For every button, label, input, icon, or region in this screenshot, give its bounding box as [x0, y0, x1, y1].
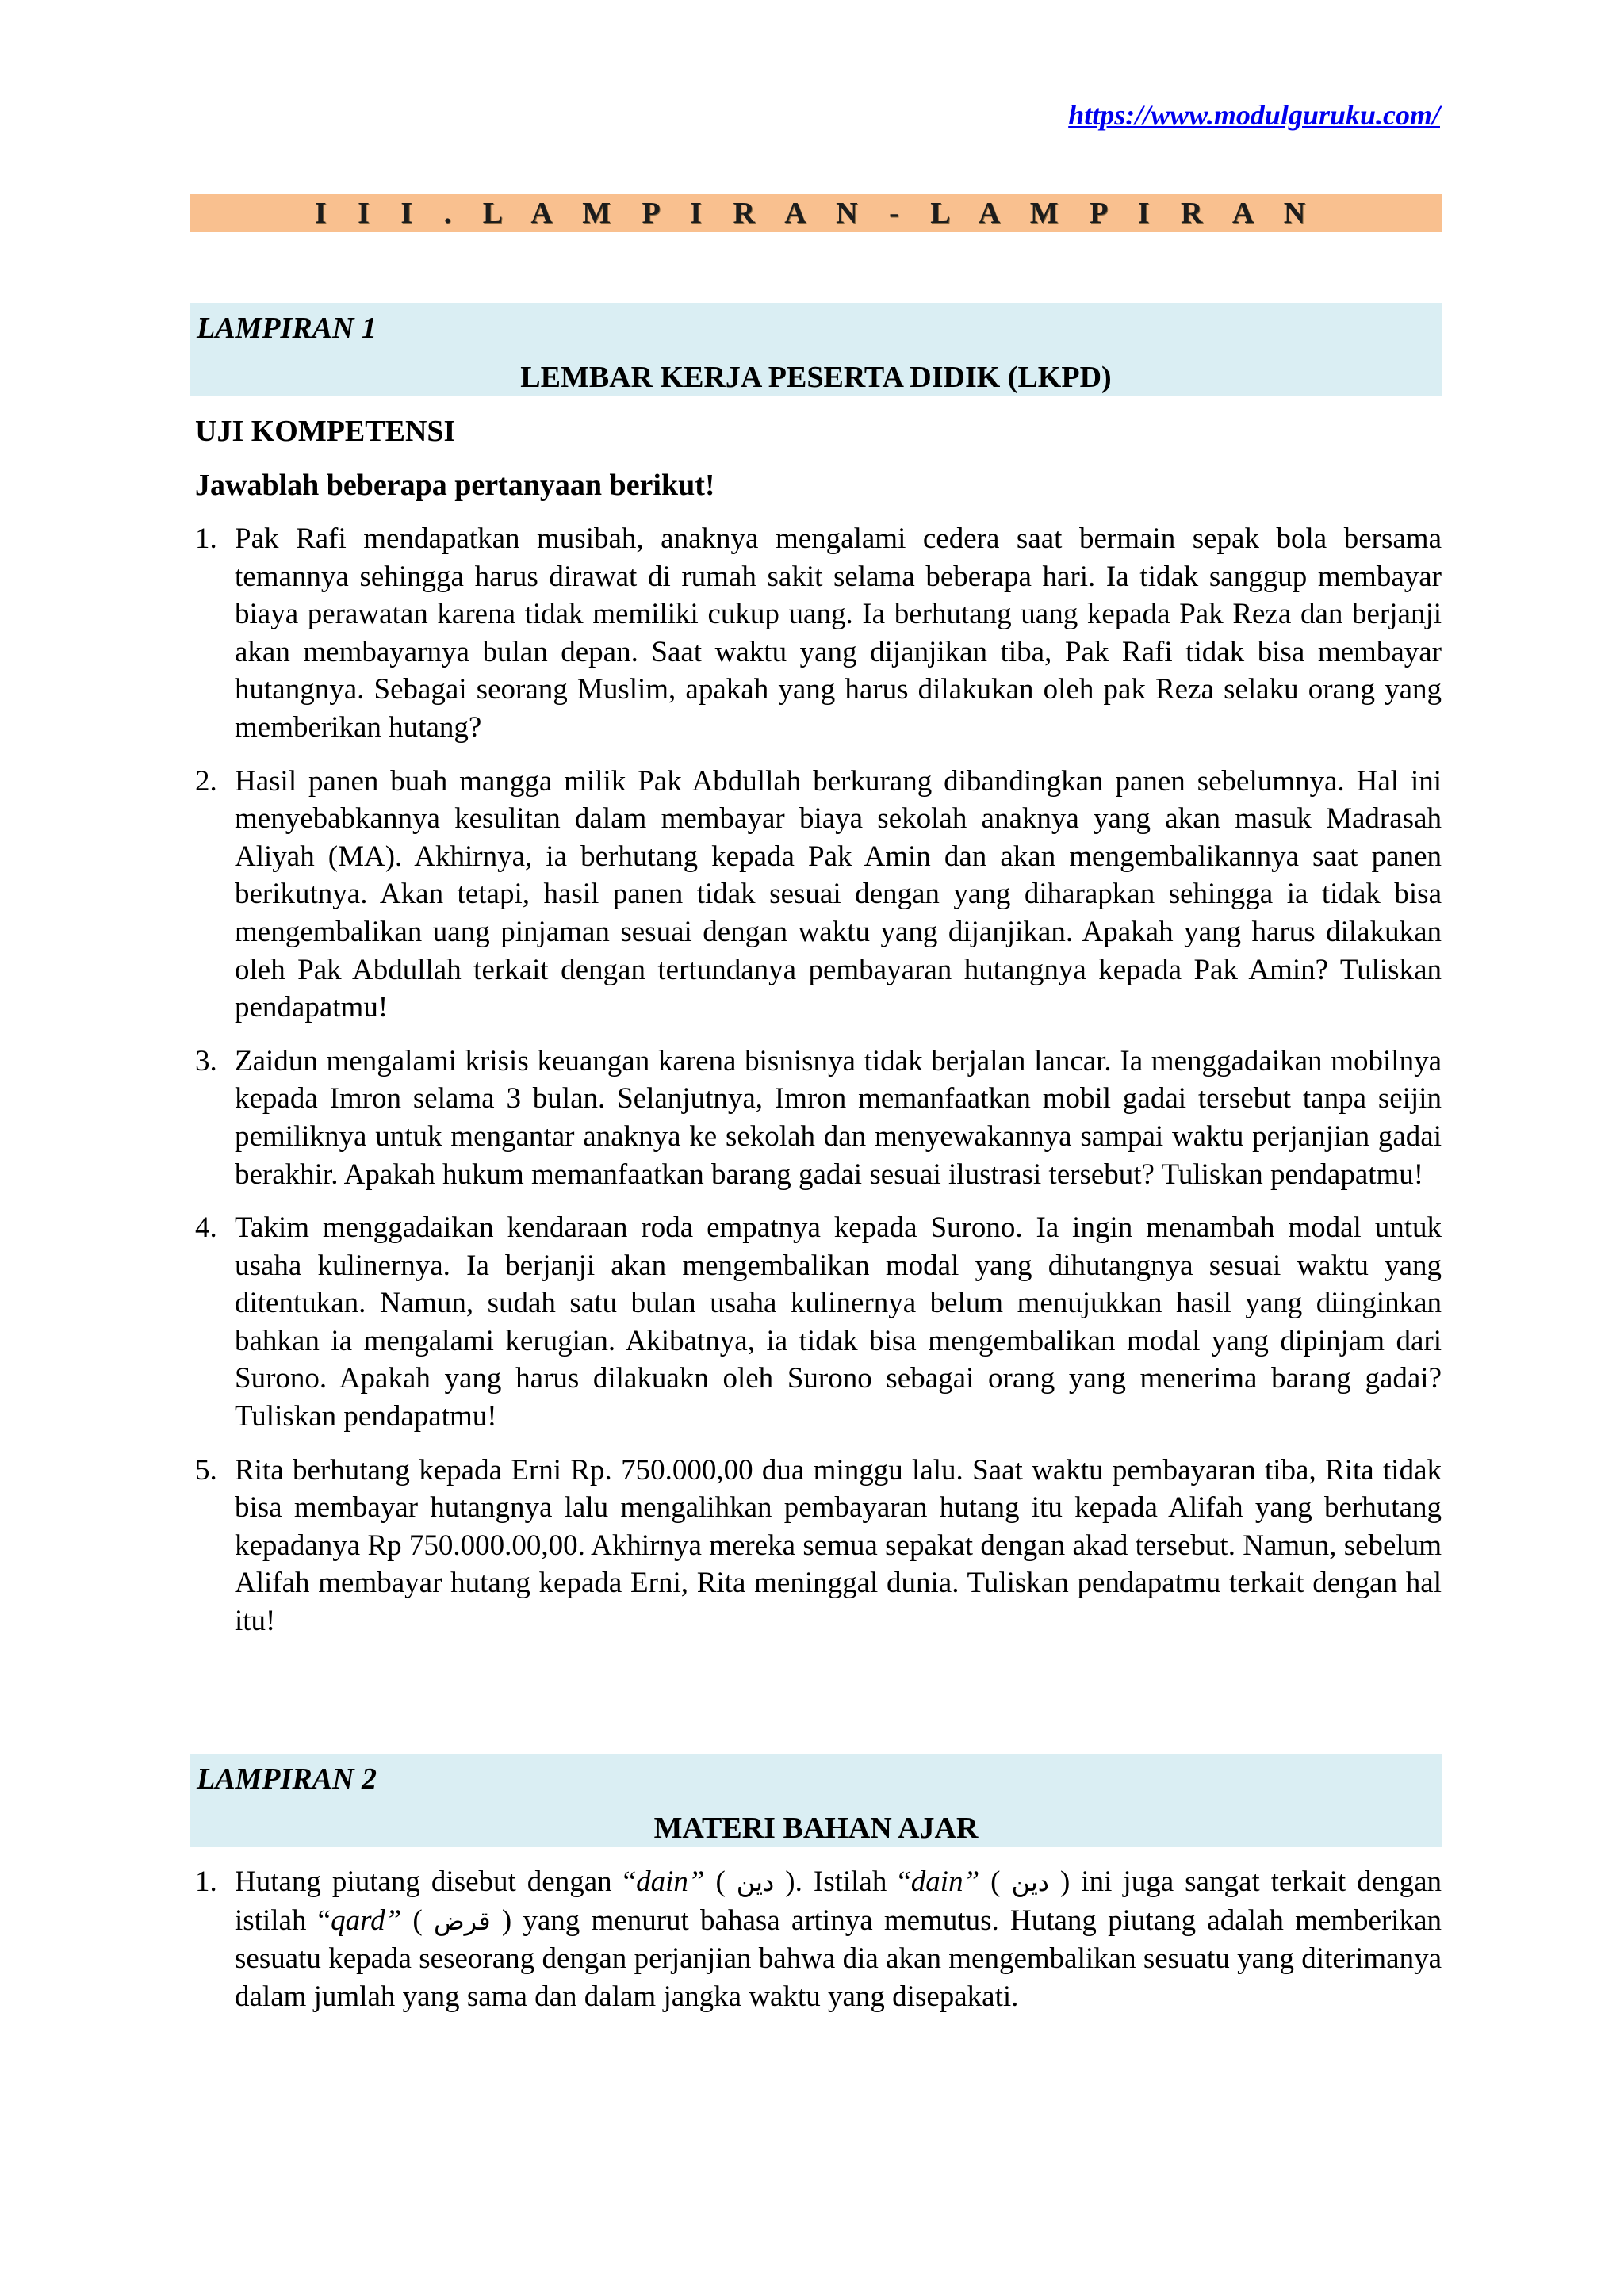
question-number: 4. — [195, 1211, 217, 1245]
section-title-bar: I I I . L A M P I R A N - L A M P I R A N — [190, 194, 1442, 232]
question-item — [195, 1209, 1442, 1436]
source-url-link[interactable]: https://www.modulguruku.com/ — [1068, 99, 1440, 131]
lampiran-1-header — [190, 303, 1442, 396]
question-number: 2. — [195, 764, 217, 798]
question-text: Rita berhutang kepada Erni Rp. 750.000,00 dua minggu lalu. Saat waktu pembayaran tiba, Rita tidak bisa membayar hutangnya lalu mengalihkan pembayaran hutang itu kepada Alifah yang berhutang kepadanya Rp 750.000.00,00. Akhirnya mereka semua sepakat dengan akad tersebut. Namun, sebelum Alifah membayar hutang kepada Erni, Rita meninggal dunia. Tuliskan pendapatmu terkait dengan hal itu! — [235, 1453, 1442, 1638]
instruction-text: Jawablah beberapa pertanyaan berikut! — [195, 469, 715, 502]
materi-text — [235, 1863, 1442, 2015]
lampiran-1-label: LAMPIRAN 1 — [197, 312, 377, 345]
question-text: Zaidun mengalami krisis keuangan karena bisnisnya tidak berjalan lancar. Ia menggadaikan mobilnya kepada Imron selama 3 bulan. Selanjutnya, Imron memanfaatkan mobil gadai tersebut tanpa seijin pemiliknya untuk mengantar anaknya ke sekolah dan menyewakannya sampai waktu perjanjian gadai berakhir. Apakah hukum memanfaatkan barang gadai sesuai ilustrasi tersebut? Tuliskan pendapatmu! — [235, 1044, 1442, 1191]
materi-title: MATERI BAHAN AJAR — [653, 1812, 979, 1845]
lampiran-2-header — [190, 1754, 1442, 1847]
text-segment: ( — [979, 1866, 1012, 1898]
materi-list — [195, 1863, 1442, 2031]
lampiran-2-label: LAMPIRAN 2 — [197, 1762, 377, 1796]
question-item — [195, 520, 1442, 747]
text-segment: ) ini juga sangat terkait dengan istilah “ — [235, 1866, 1442, 1937]
question-text: Takim menggadaikan kendaraan roda empatnya kepada Surono. Ia ingin menambah modal untuk usaha kulinernya. Ia berjanji akan mengembalikan modal yang dihutangnya sesuai waktu yang ditentukan. Namun, sudah satu bulan usaha kulinernya belum menujukkan hasil yang diinginkan bahkan ia mengalami kerugian. Akibatnya, ia tidak bisa mengembalikan modal yang dipinjam dari Surono. Apakah yang harus dilakuakn oleh Surono sebagai orang yang menerima barang gadai? Tuliskan pendapatmu! — [235, 1211, 1442, 1433]
arabic-dain: دين — [736, 1867, 775, 1897]
question-text: Hasil panen buah mangga milik Pak Abdullah berkurang dibandingkan panen sebelumnya. Hal ini menyebabkannya kesulitan dalam membayar biaya sekolah anaknya yang akan masuk Madrasah Aliyah (MA). Akhirnya, ia berhutang kepada Pak Amin dan akan mengembalikannya saat panen berikutnya. Akan tetapi, hasil panen tidak sesuai dengan yang diharapkan sehingga ia tidak bisa mengembalikan uang pinjaman sesuai dengan waktu yang dijanjikan. Apakah yang harus dilakukan oleh Pak Abdullah terkait dengan tertundanya pembayaran hutangnya kepada Pak Amin? Tuliskan pendapatmu! — [235, 764, 1442, 1024]
text-segment: ( — [704, 1866, 737, 1898]
question-list — [195, 520, 1442, 1656]
arabic-qard: قرض — [433, 1905, 491, 1936]
uji-kompetensi-heading: UJI KOMPETENSI — [195, 415, 456, 448]
question-number: 5. — [195, 1453, 217, 1487]
materi-item — [195, 1863, 1442, 2015]
text-segment: ( — [401, 1904, 434, 1937]
term-qard: qard” — [331, 1904, 402, 1937]
text-segment: Hutang piutang disebut dengan “ — [235, 1866, 637, 1898]
term-dain: dain” — [636, 1866, 705, 1898]
question-item — [195, 1452, 1442, 1640]
materi-number: 1. — [195, 1866, 217, 1898]
text-segment: ). Istilah “ — [774, 1866, 911, 1898]
lkpd-title: LEMBAR KERJA PESERTA DIDIK (LKPD) — [520, 361, 1112, 394]
question-item — [195, 763, 1442, 1027]
question-number: 1. — [195, 522, 217, 555]
text-segment: ) yang menurut bahasa artinya memutus. Hutang piutang adalah memberikan sesuatu kepada seseorang dengan perjanjian bahwa dia akan mengembalikan sesuatu yang diterimanya dalam jumlah yang sama dan dalam jangka waktu yang disepakati. — [235, 1904, 1442, 2013]
question-number: 3. — [195, 1044, 217, 1077]
question-text: Pak Rafi mendapatkan musibah, anaknya mengalami cedera saat bermain sepak bola bersama temannya sehingga harus dirawat di rumah sakit selama beberapa hari. Ia tidak sanggup membayar biaya perawatan karena tidak memiliki cukup uang. Ia berhutang uang kepada Pak Reza dan berjanji akan membayarnya bulan depan. Saat waktu yang dijanjikan tiba, Pak Rafi tidak bisa membayar hutangnya. Sebagai seorang Muslim, apakah yang harus dilakukan oleh pak Reza selaku orang yang memberikan hutang? — [235, 522, 1442, 744]
arabic-dain: دين — [1011, 1867, 1050, 1897]
question-item — [195, 1043, 1442, 1193]
term-dain: dain” — [910, 1866, 980, 1898]
